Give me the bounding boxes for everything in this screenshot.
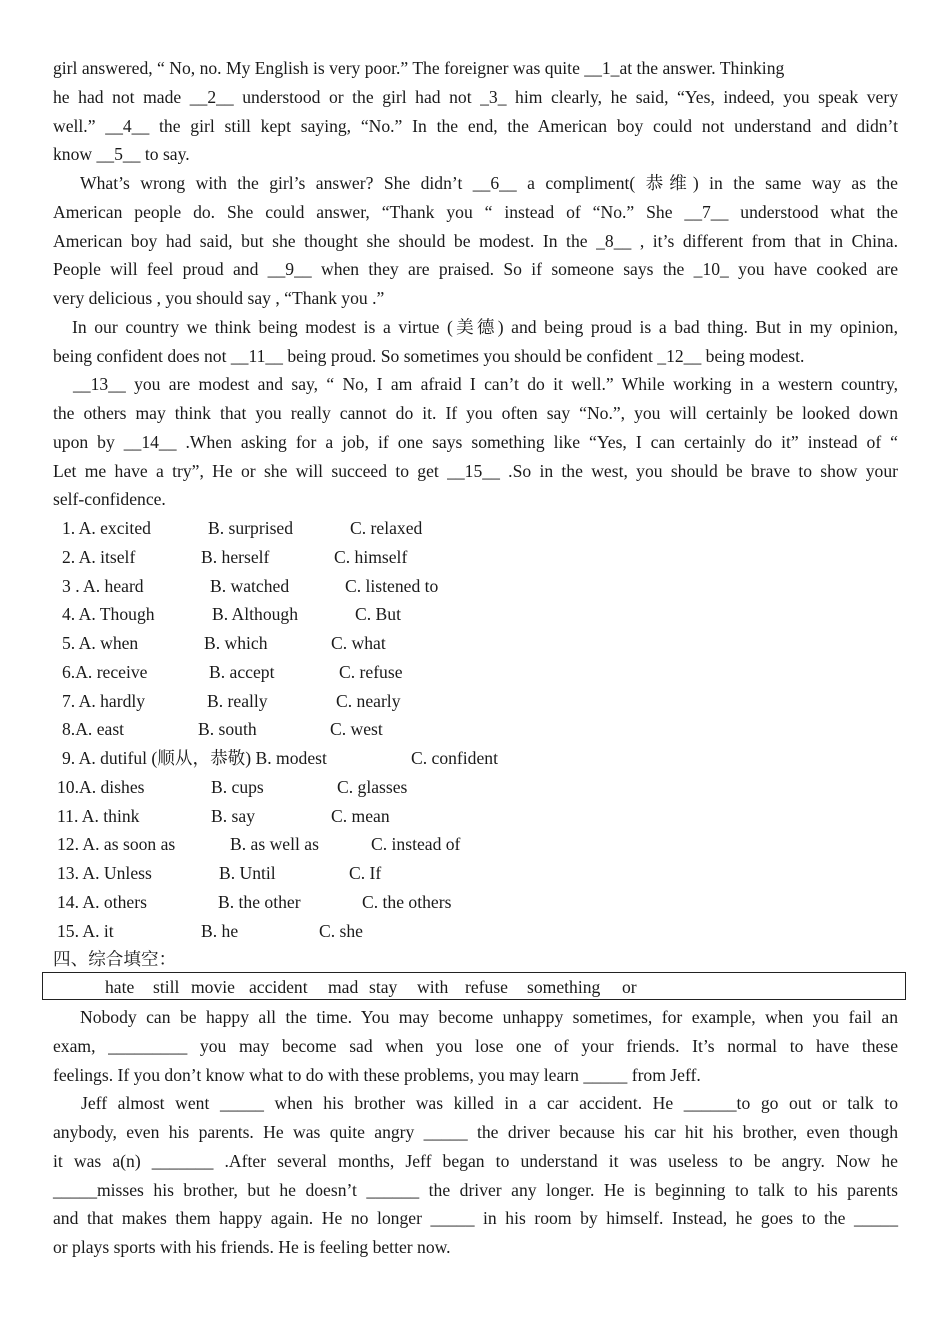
word-bank-item: with [417, 977, 449, 997]
option-c: C. himself [334, 546, 408, 567]
option-c: C. what [331, 633, 386, 653]
passage-line: girl answered, “ No, no. My English is very poor.” The foreigner was quite __1_at the answer. Thinking [53, 58, 785, 78]
passage-line: and that makes them happy again. He no longer _____ in his room by himself. Instead, he goes to the _____ [53, 1208, 898, 1229]
option-row [53, 514, 898, 543]
word-bank-item: accident [249, 977, 308, 997]
option-b: B. as well as [230, 834, 319, 855]
option-row [53, 687, 898, 716]
option-a: 15. A. it [57, 920, 114, 941]
option-c: C. instead of [371, 834, 461, 855]
option-c: C. confident [411, 748, 498, 768]
option-a: 2. A. itself [62, 546, 136, 567]
option-row [53, 629, 898, 658]
passage-line: it was a(n) _______ .After several months, Jeff began to understand it was useless to be angry. Now he [53, 1150, 898, 1171]
passage-line: Nobody can be happy all the time. You may become unhappy sometimes, for example, when you fail an [80, 1007, 898, 1027]
option-b: B. watched [210, 575, 290, 596]
option-c: C. relaxed [350, 518, 423, 538]
option-b: B. herself [201, 546, 270, 567]
option-c: C. But [355, 604, 401, 625]
passage-line: being confident does not __11__ being proud. So sometimes you should be confident _12__ being modest. [53, 345, 805, 366]
option-b: B. he [201, 920, 239, 941]
passage-line: _____misses his brother, but he doesn’t ______ the driver any longer. He is beginning to talk to his parents [53, 1179, 898, 1200]
option-c: C. listened to [345, 575, 439, 596]
option-b: B. Until [219, 863, 276, 883]
section-heading: 四、综合填空： [53, 949, 177, 970]
option-a: 14. A. others [57, 891, 147, 912]
option-a: 4. A. Though [62, 604, 155, 625]
option-row [53, 802, 898, 831]
option-row [53, 744, 898, 773]
option-b: B. which [204, 633, 268, 653]
word-bank-item: or [622, 977, 637, 997]
passage-line: upon by __14__ .When asking for a job, if one says something like “Yes, I can certainly do it” instead of “ [53, 431, 898, 452]
passage-line: the others may think that you really cannot do it. If you often say “No.”, you will certainly be looked down [53, 403, 898, 423]
option-b: B. cups [211, 776, 264, 797]
passage-line: well.” __4__ the girl still kept saying, “No.” In the end, the American boy could not understand and didn’t [53, 115, 898, 136]
option-a: 11. A. think [57, 805, 140, 826]
option-row [53, 600, 898, 629]
option-a: 10.A. dishes [57, 776, 145, 797]
option-a: 9. A. dutiful (顺从，恭敬) B. modest [62, 748, 327, 768]
option-row [53, 888, 898, 917]
passage-line: self-confidence. [53, 489, 166, 510]
option-b: B. south [198, 719, 257, 740]
options-list [53, 514, 898, 945]
option-row [53, 572, 898, 601]
cloze-passage [53, 54, 898, 974]
passage-line: What’s wrong with the girl’s answer? She didn’t __6__ a compliment( 恭维) in the same way as the [80, 173, 898, 193]
word-bank-item: still [153, 977, 180, 997]
option-b: B. say [211, 805, 255, 826]
option-a: 6.A. receive [62, 661, 148, 682]
option-row [53, 859, 898, 888]
option-c: C. glasses [337, 776, 408, 797]
passage-line: People will feel proud and __9__ when they are praised. So if someone says the _10_ you have cooked are [53, 259, 898, 280]
option-c: C. refuse [339, 661, 403, 682]
passage-line: very delicious , you should say , “Thank you .” [53, 288, 385, 308]
option-c: C. the others [362, 891, 452, 912]
word-bank-item: stay [369, 977, 398, 997]
option-c: C. nearly [336, 690, 401, 711]
word-bank-item: refuse [465, 977, 508, 997]
option-a: 8.A. east [62, 719, 125, 740]
passage-line: anybody, even his parents. He was quite angry _____ the driver because his car hit his brother, even though [53, 1122, 898, 1142]
option-row [53, 917, 898, 946]
passage-line: or plays sports with his friends. He is feeling better now. [53, 1237, 451, 1257]
passage-line: __13__ you are modest and say, “ No, I am afraid I can’t do it well.” While working in a western country, [73, 374, 898, 395]
option-c: C. mean [331, 805, 390, 826]
passage-line: American boy had said, but she thought she should be modest. In the _8__ , it’s different from that in China. [53, 230, 898, 251]
option-c: C. she [319, 920, 363, 941]
option-a: 13. A. Unless [57, 863, 152, 883]
fill-in-passage [53, 1003, 898, 1262]
passage-line: exam, _________ you may become sad when you lose one of your friends. It’s normal to have these [53, 1035, 898, 1056]
option-c: C. west [330, 719, 383, 740]
passage-line: American people do. She could answer, “Thank you “ instead of “No.” She __7__ understood what the [53, 201, 898, 222]
option-a: 3 . A. heard [62, 575, 144, 596]
option-row [53, 715, 898, 744]
option-a: 12. A. as soon as [57, 834, 176, 855]
word-bank-item: hate [105, 977, 135, 997]
passage-line: Let me have a try”, He or she will succeed to get __15__ .So in the west, you should be brave to show your [53, 460, 898, 481]
word-bank-item: movie [191, 977, 235, 997]
option-row [53, 543, 898, 572]
word-bank-item: something [527, 977, 601, 997]
passage-line: know __5__ to say. [53, 144, 190, 165]
option-row [53, 830, 898, 859]
passage-line: feelings. If you don’t know what to do with these problems, you may learn _____ from Jeff. [53, 1064, 701, 1085]
option-b: B. really [207, 690, 268, 711]
option-b: B. surprised [208, 518, 294, 538]
word-bank-item: mad [328, 977, 359, 997]
option-a: 1. A. excited [62, 518, 151, 538]
option-b: B. Although [212, 604, 299, 625]
word-bank-box [42, 972, 906, 1000]
option-b: B. the other [218, 891, 301, 912]
option-c: C. If [349, 863, 382, 883]
passage-line: Jeff almost went _____ when his brother was killed in a car accident. He ______to go out or talk to [81, 1093, 898, 1114]
option-row [53, 658, 898, 687]
passage-line: In our country we think being modest is a virtue (美德) and being proud is a bad thing. But in my opinion, [72, 316, 898, 337]
option-a: 5. A. when [62, 633, 139, 653]
option-a: 7. A. hardly [62, 690, 146, 711]
option-b: B. accept [209, 661, 275, 682]
option-row [53, 773, 898, 802]
passage-line: he had not made __2__ understood or the girl had not _3_ him clearly, he said, “Yes, indeed, you speak very [53, 86, 898, 107]
